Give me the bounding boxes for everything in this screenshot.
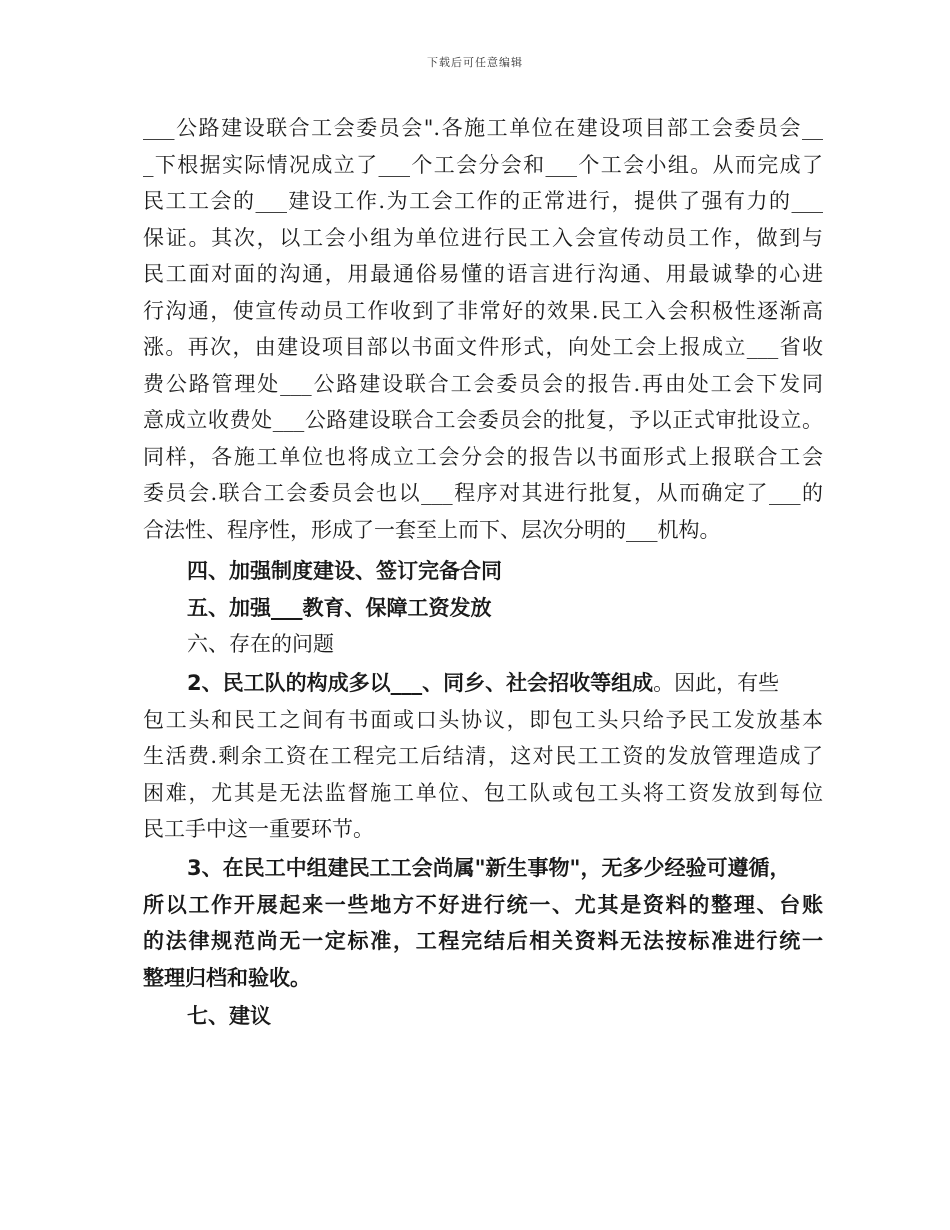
- paragraph-line: 同样，各施工单位也将成立工会分会的报告以书面形式上报联合工会: [143, 444, 823, 469]
- section-headings: [143, 553, 823, 663]
- paragraph-item-2: [143, 665, 823, 848]
- paragraph-line: 困难，尤其是无法监督施工单位、包工队或包工头将工资发放到每位: [143, 780, 823, 805]
- paragraph-line: 民工手中这一重要环节。: [143, 817, 374, 841]
- paragraph-union-establishment: [143, 110, 823, 548]
- paragraph-line: 委员会.联合工会委员会也以___程序对其进行批复，从而确定了___的: [143, 481, 823, 505]
- paragraph-line: 合法性、程序性，形成了一套至上而下、层次分明的___机构。: [143, 517, 721, 542]
- paragraph-line: 的法律规范尚无一定标准，工程完结后相关资料无法按标准进行统一: [143, 929, 823, 953]
- paragraph-line: 生活费.剩余工资在工程完工后结清，这对民工工资的发放管理造成了: [143, 744, 823, 768]
- paragraph-line: ___公路建设联合工会委员会".各施工单位在建设项目部工会委员会__: [143, 116, 823, 140]
- item-2-first-rest: 。因此，有些: [653, 671, 780, 695]
- paragraph-line: 3、在民工中组建民工工会尚属"新生事物"，无多少经验可遵循，: [187, 856, 791, 880]
- paragraph-line: _下根据实际情况成立了___个工会分会和___个工会小组。从而完成了: [143, 152, 823, 177]
- paragraph-line: 民工工会的___建设工作.为工会工作的正常进行，提供了强有力的___: [143, 189, 823, 213]
- paragraph-line: 费公路管理处___公路建设联合工会委员会的报告.再由处工会下发同: [143, 371, 823, 396]
- paragraph-line: 所以工作开展起来一些地方不好进行统一、尤其是资料的整理、台账: [143, 892, 823, 917]
- item-2-bold-lead: 2、民工队的构成多以___、同乡、社会招收等组成: [187, 671, 654, 695]
- heading-section-4: 四、加强制度建设、签订完备合同: [187, 559, 502, 583]
- paragraph-line: 整理归档和验收。: [143, 965, 311, 990]
- paragraph-line: 涨。再次，由建设项目部以书面文件形式，向处工会上报成立___省收: [143, 335, 823, 359]
- paragraph-line: 意成立收费处___公路建设联合工会委员会的批复，予以正式审批设立。: [143, 408, 823, 432]
- item-2-first-line: [143, 665, 823, 702]
- paragraph-line: 行沟通，使宣传动员工作收到了非常好的效果.民工入会积极性逐渐高: [143, 298, 823, 323]
- paragraph-item-3: [143, 850, 823, 996]
- heading-section-5: 五、加强___教育、保障工资发放: [187, 595, 492, 620]
- heading-section-7: 七、建议: [187, 1004, 271, 1028]
- section-heading-7-block: [143, 998, 823, 1035]
- page-header: 下载后可任意编辑: [427, 56, 523, 69]
- heading-section-6: 六、存在的问题: [187, 632, 334, 656]
- paragraph-line: 包工头和民工之间有书面或口头协议，即包工头只给予民工发放基本: [143, 707, 823, 732]
- paragraph-line: 民工面对面的沟通，用最通俗易懂的语言进行沟通、用最诚挚的心进: [143, 262, 823, 286]
- paragraph-line: 保证。其次，以工会小组为单位进行民工入会宣传动员工作，做到与: [143, 225, 823, 250]
